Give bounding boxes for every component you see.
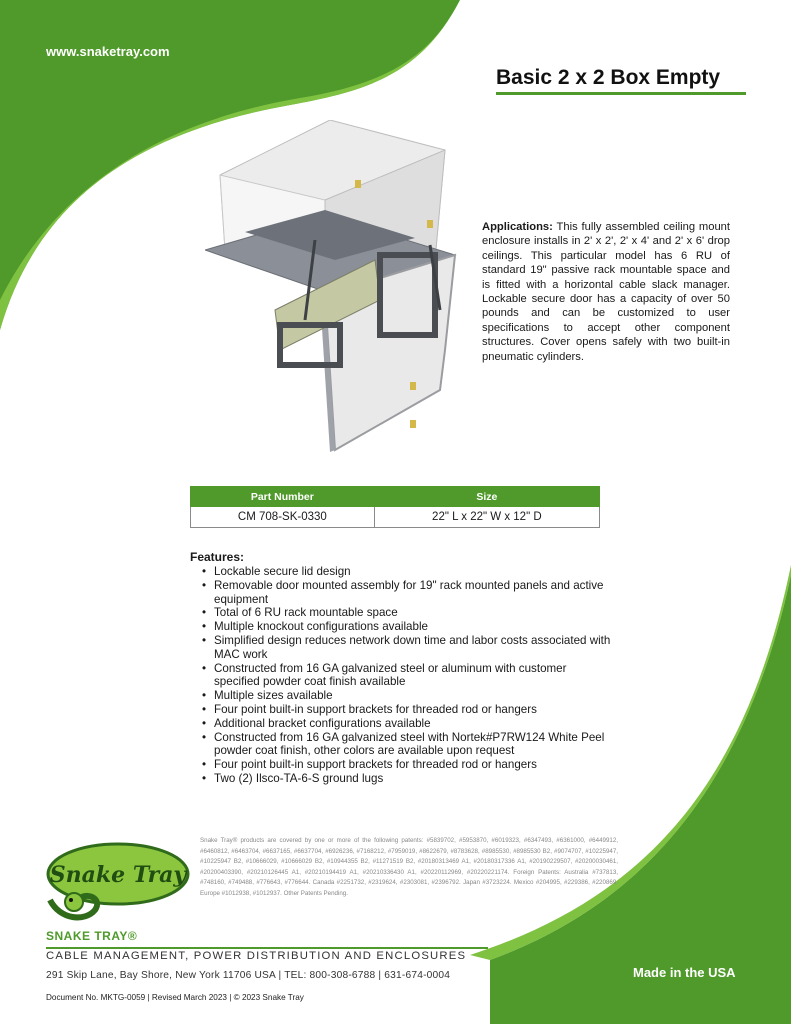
footer-divider: [46, 947, 488, 949]
table-row: [191, 507, 600, 528]
part-number-cell: CM 708-SK-0330: [191, 507, 375, 528]
list-item: • Four point built-in support brackets for threaded rod or hangers: [214, 758, 614, 772]
page-title: Basic 2 x 2 Box Empty: [496, 66, 721, 89]
features-heading: Features:: [190, 550, 245, 564]
made-in-usa: Made in the USA: [633, 965, 736, 980]
list-item: • Two (2) Ilsco-TA-6-S ground lugs: [214, 772, 614, 786]
list-item: • Constructed from 16 GA galvanized steel or aluminum with customer specified powder coat finish available: [214, 662, 614, 690]
applications-paragraph: [482, 220, 730, 364]
document-number: Document No. MKTG-0059 | Revised March 2023 | © 2023 Snake Tray: [46, 993, 304, 1002]
brand-name: SNAKE TRAY®: [46, 929, 138, 943]
list-item: • Removable door mounted assembly for 19" rack mounted panels and active equipment: [214, 579, 614, 607]
company-address: 291 Skip Lane, Bay Shore, New York 11706 USA | TEL: 800-308-6788 | 631-674-0004: [46, 970, 451, 981]
list-item: • Multiple knockout configurations available: [214, 620, 614, 634]
parts-table-header: [191, 487, 600, 507]
list-item: • Four point built-in support brackets for threaded rod or hangers: [214, 703, 614, 717]
title-underline: [496, 92, 746, 95]
size-cell: 22" L x 22" W x 12" D: [374, 507, 599, 528]
list-item: • Total of 6 RU rack mountable space: [214, 606, 614, 620]
logo-wordmark: Snake Tray: [49, 862, 187, 888]
list-item: • Lockable secure lid design: [214, 565, 614, 579]
patents-notice: Snake Tray® products are covered by one or more of the following patents: #5839702, #5953870, #6019323, #6347493, #6361000, #6449912, #6460812, #6463704, #6637165, #6637704, #6926236, #7168212, #7959019, #8622679, #8783628, #8985530, #8985530 B2, #9074707, #10225947, #10225947 B2, #10666029, #10666029 B2, #10944355 B2, #11271519 B2, #20180313469 A1, #20180317336 A1, #20190229507, #20200030461, #20200403390, #20210126445 A1, #20210194419 A1, #20210336430 A1, #20220112969, #20220221174. Foreign Patents: Australia #737813, #748160, #749488, #776643, #776644. Canada #2251732, #2319624, #2303081, #2396792. Japan #3723224. Mexico #204995, #229386, #220869. Europe #1012938, #1012937. Other Patents Pending.: [200, 837, 618, 897]
list-item: • Additional bracket configurations available: [214, 717, 614, 731]
size-header: Size: [374, 487, 599, 507]
company-tagline: CABLE MANAGEMENT, POWER DISTRIBUTION AND ENCLOSURES: [46, 950, 467, 962]
website-url[interactable]: www.snaketray.com: [46, 44, 170, 59]
applications-text: This fully assembled ceiling mount enclosure installs in 2' x 2', 2' x 4' and 2' x 6' drop ceilings. This particular model has 6 RU of standard 19" passive rack mountable space and is fitted with a horizontal cable slack manager. Lockable secure door has a capacity of over 50 pounds and can be customized to user specifications to accept other component structures. Cover opens safely with two built-in pneumatic cylinders.: [482, 221, 731, 363]
parts-table: [190, 486, 600, 528]
features-list: [190, 565, 614, 786]
applications-label: Applications:: [482, 221, 553, 233]
snake-tray-logo: [40, 840, 200, 925]
list-item: • Simplified design reduces network down time and labor costs associated with MAC work: [214, 634, 614, 662]
list-item: • Constructed from 16 GA galvanized steel with Nortek#P7RW124 White Peel powder coat finish, other colors are available upon request: [214, 731, 614, 759]
part-number-header: Part Number: [191, 487, 375, 507]
list-item: • Multiple sizes available: [214, 689, 614, 703]
enclosure-product-image: [205, 120, 465, 460]
